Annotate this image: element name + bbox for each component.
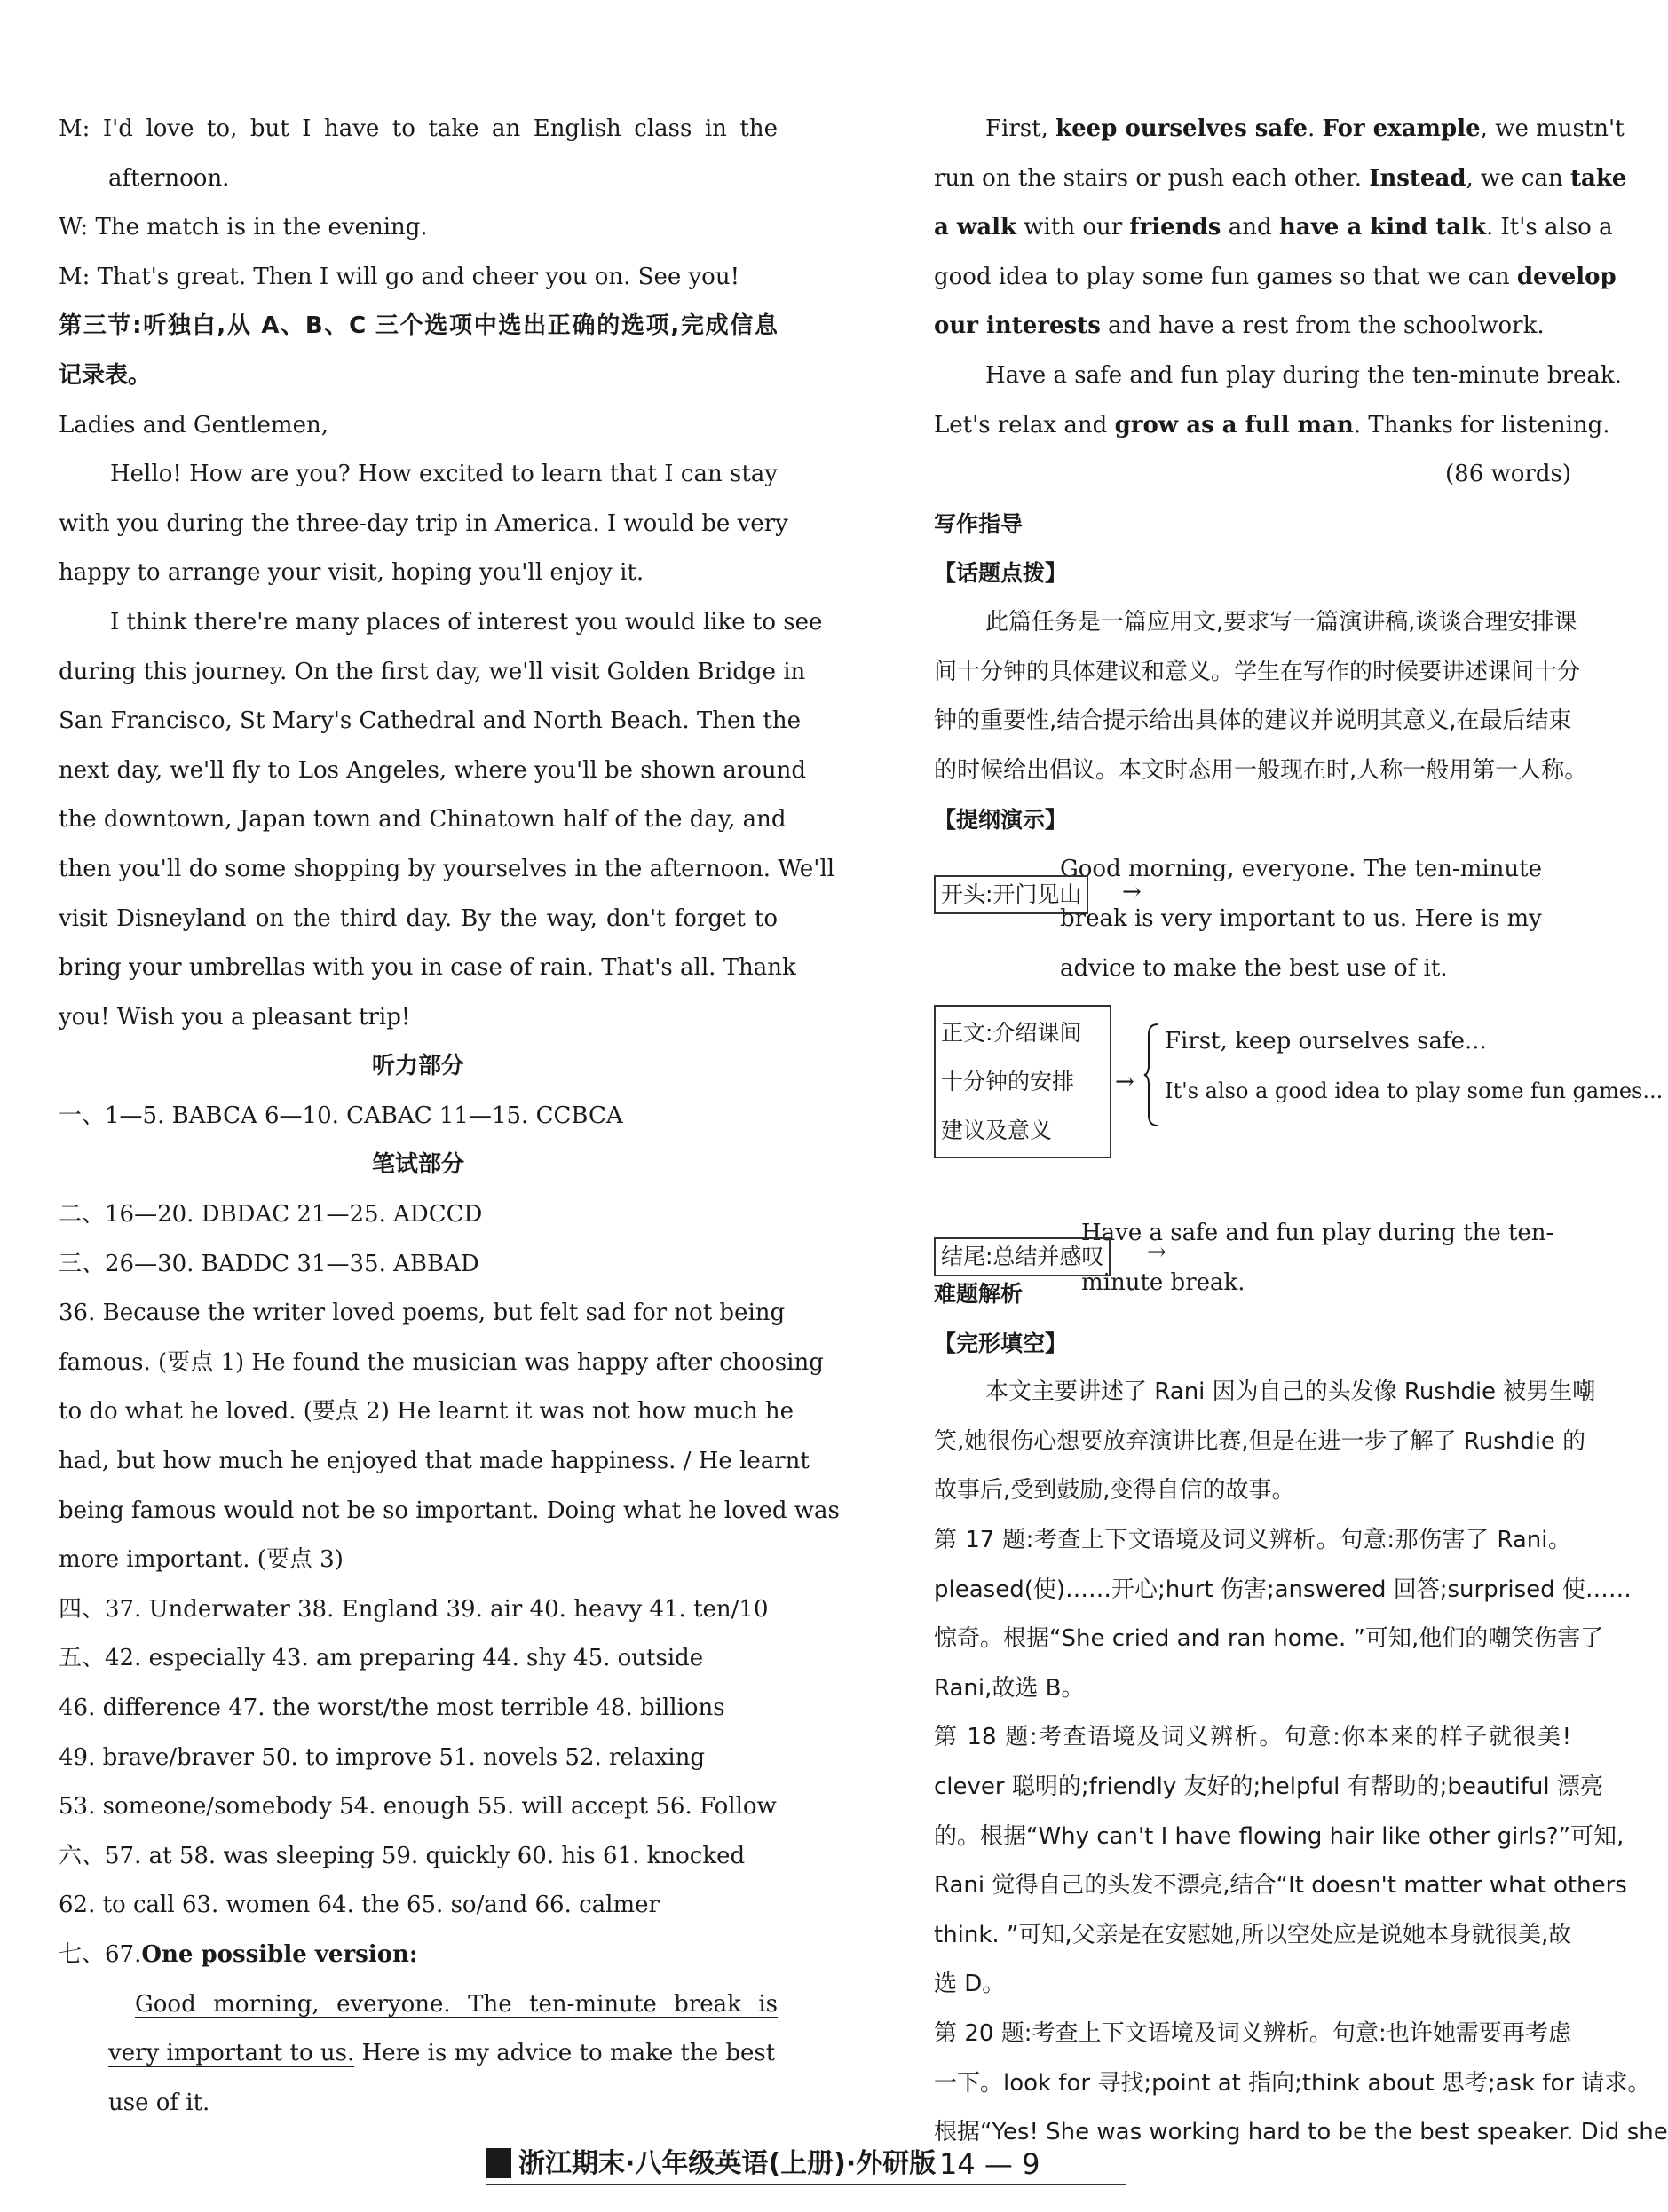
key-phrase: Instead	[1369, 164, 1466, 192]
text-line: W: The match is in the evening.	[59, 214, 428, 241]
brace-icon	[1143, 1023, 1161, 1127]
outline-heading: 【提纲演示】	[934, 807, 1068, 833]
key-phrase: a walk	[934, 214, 1017, 241]
answer-line: 三、26—30. BADDC 31—35. ABBAD	[59, 1250, 479, 1277]
outline-box-line: 十分钟的安排	[941, 1069, 1075, 1094]
outline-text: advice to make the best use of it.	[1060, 955, 1448, 982]
answer-line: 四、37. Underwater 38. England 39. air 40. heavy 41. ten/10	[59, 1595, 769, 1623]
outline-box-ending: 结尾:总结并感叹	[934, 1237, 1111, 1276]
text-line: 故事后,受到鼓励,变得自信的故事。	[934, 1477, 1295, 1505]
text-line: use of it.	[108, 2089, 210, 2116]
text-line: clever 聪明的;friendly 友好的;helpful 有帮助的;beautiful 漂亮	[934, 1773, 1603, 1800]
text-line: Rani,故选 B。	[934, 1674, 1085, 1702]
word-count: (86 words)	[1445, 461, 1571, 488]
text-line	[59, 2029, 778, 2079]
text-span: .	[1308, 115, 1323, 142]
outline-box-line: 正文:介绍课间	[941, 1020, 1082, 1046]
text-line	[934, 105, 1625, 154]
text-span: Here is my advice to make the best	[354, 2040, 776, 2067]
text-line: 第 17 题:考查上下文语境及词义辨析。句意:那伤害了 Rani。	[934, 1526, 1571, 1553]
text-span: and have a rest from the schoolwork.	[1100, 312, 1545, 340]
text-span: run on the stairs or push each other.	[934, 164, 1370, 192]
section-heading: 记录表。	[59, 361, 152, 389]
text-line: during this journey. On the first day, we'll visit Golden Bridge in	[59, 658, 806, 685]
answer-line: 二、16—20. DBDAC 21—25. ADCCD	[59, 1201, 483, 1228]
writing-guide-heading: 写作指导	[934, 510, 1024, 537]
answer-line: 46. difference 47. the worst/the most terrible 48. billions	[59, 1695, 725, 1721]
text-line: 笑,她很伤心想要放弃演讲比赛,但是在进一步了解了 Rushdie 的	[934, 1427, 1586, 1455]
key-phrase: keep ourselves safe	[1055, 115, 1308, 142]
text-line: happy to arrange your visit, hoping you'll enjoy it.	[59, 559, 644, 587]
key-phrase: friends	[1129, 214, 1221, 241]
outline-box-line: 建议及意义	[941, 1118, 1053, 1143]
key-phrase: For example	[1322, 115, 1481, 142]
key-phrase: develop	[1516, 263, 1617, 290]
text-line: pleased(使)……开心;hurt 伤害;answered 回答;surprised 使……	[934, 1576, 1632, 1603]
underlined-phrase: very important to us.	[108, 2040, 355, 2067]
text-line: Have a safe and fun play during the ten-minute break.	[985, 361, 1622, 389]
text-line: with you during the three-day trip in America. I would be very	[59, 510, 788, 537]
text-line	[934, 154, 1627, 204]
text-line: afternoon.	[108, 164, 230, 192]
text-line: Hello! How are you? How excited to learn that I can stay	[110, 461, 778, 488]
text-line: the downtown, Japan town and Chinatown half of the day, and	[59, 806, 787, 833]
key-phrase: take	[1570, 164, 1627, 192]
text-line: San Francisco, St Mary's Cathedral and North Beach. Then the	[59, 707, 801, 735]
text-span: Let's relax and	[934, 411, 1115, 438]
text-line: to do what he loved. (要点 2) He learnt it was not how much he	[59, 1398, 794, 1426]
text-line	[934, 401, 1610, 451]
text-line: 选 D。	[934, 1971, 1006, 1998]
text-span: good idea to play some fun games so that we can	[934, 263, 1517, 290]
outline-box-opening: 开头:开门见山	[934, 875, 1088, 914]
page-footer	[0, 2146, 1640, 2191]
text-line: 根据“Yes! She was working hard to be the best speaker. Did she	[934, 2119, 1668, 2146]
text-span: , we mustn't	[1480, 115, 1625, 142]
text-line	[934, 253, 1617, 303]
cloze-heading: 【完形填空】	[934, 1330, 1068, 1356]
analysis-section	[934, 1269, 1668, 2158]
text-line: Ladies and Gentlemen,	[59, 411, 328, 438]
text-line: M: That's great. Then I will go and cheer you on. See you!	[59, 263, 740, 290]
text-line: 此篇任务是一篇应用文,要求写一篇演讲稿,谈谈合理安排课	[985, 608, 1577, 636]
arrow-icon: →	[1115, 1069, 1134, 1095]
answer-line: 六、57. at 58. was sleeping 59. quickly 60. his 61. knocked	[59, 1842, 746, 1869]
item-number: 七、67.	[59, 1940, 142, 1968]
outline-text: Have a safe and fun play during the ten-	[1081, 1220, 1554, 1246]
text-line: M: I'd love to, but I have to take an English class in the	[59, 115, 778, 142]
text-line: 间十分钟的具体建议和意义。学生在写作的时候要讲述课间十分	[934, 658, 1581, 685]
text-line: 一下。look for 寻找;point at 指向;think about 思考;ask for 请求。	[934, 2069, 1651, 2097]
text-line: being famous would not be so important. Doing what he loved was	[59, 1497, 840, 1524]
text-line: 钟的重要性,结合提示给出具体的建议并说明其意义,在最后结束	[934, 707, 1572, 735]
text-span: with our	[1016, 214, 1130, 241]
text-line: 36. Because the writer loved poems, but felt sad for not being	[59, 1300, 786, 1327]
answer-line	[59, 1931, 778, 1980]
section-heading: 第三节:听独白,从 A、B、C 三个选项中选出正确的选项,完成信息	[59, 312, 778, 340]
text-line: famous. (要点 1) He found the musician was happy after choosing	[59, 1348, 824, 1376]
topic-heading: 【话题点拨】	[934, 560, 1068, 587]
key-phrase: grow as a full man	[1114, 411, 1354, 438]
text-line: think. ”可知,父亲是在安慰她,所以空处应是说她本身就很美,故	[934, 1921, 1572, 1948]
text-line: 惊奇。根据“She cried and ran home. ”可知,他们的嘲笑伤害了	[934, 1625, 1604, 1653]
answer-line: 49. brave/braver 50. to improve 51. novels 52. relaxing	[59, 1743, 705, 1771]
analysis-heading: 难题解析	[934, 1281, 1024, 1307]
text-line: 的。根据“Why can't I have flowing hair like other girls?”可知,	[934, 1822, 1625, 1850]
text-span: , we can	[1466, 164, 1571, 192]
text-line: I think there're many places of interest you would like to see	[110, 608, 823, 636]
essay-continuation	[934, 105, 1627, 845]
text-line: 第 18 题:考查语境及词义辨析。句意:你本来的样子就很美!	[934, 1724, 1571, 1751]
key-phrase: have a kind talk	[1278, 214, 1486, 241]
section-title-listening: 听力部分	[371, 1053, 464, 1080]
outline-text: First, keep ourselves safe...	[1165, 1028, 1487, 1055]
text-line: you! Wish you a pleasant trip!	[59, 1003, 411, 1031]
outline-text: It's also a good idea to play some fun games...	[1165, 1078, 1664, 1103]
outline-text: Good morning, everyone. The ten-minute	[1060, 856, 1542, 882]
arrow-icon: →	[1122, 879, 1142, 905]
outline-box-body	[934, 1005, 1111, 1158]
answer-line: 五、42. especially 43. am preparing 44. shy 45. outside	[59, 1645, 704, 1672]
key-phrase: our interests	[934, 312, 1101, 340]
outline-text: minute break.	[1081, 1269, 1245, 1296]
answer-line: 一、1—5. BABCA 6—10. CABAC 11—15. CCBCA	[59, 1102, 623, 1129]
text-line: 第 20 题:考查上下文语境及词义辨析。句意:也许她需要再考虑	[934, 2019, 1571, 2047]
text-line: had, but how much he enjoyed that made happiness. / He learnt	[59, 1448, 810, 1475]
text-line: 本文主要讲述了 Rani 因为自己的头发像 Rushdie 被男生嘲	[985, 1379, 1596, 1406]
text-span: and	[1221, 214, 1279, 241]
text-span: . It's also a	[1486, 214, 1613, 241]
page-number: 14 — 9	[939, 2147, 1040, 2181]
text-line: Rani 觉得自己的头发不漂亮,结合“It doesn't matter what others	[934, 1872, 1627, 1900]
footer-mark-icon	[486, 2148, 511, 2178]
footer-rule	[486, 2184, 1126, 2185]
book-title: 浙江期末·八年级英语(上册)·外研版	[518, 2148, 937, 2179]
text-line: bring your umbrellas with you in case of rain. That's all. Thank	[59, 954, 796, 982]
text-line: 的时候给出倡议。本文时态用一般现在时,人称一般用第一人称。	[934, 756, 1588, 784]
section-title-written: 笔试部分	[371, 1151, 464, 1179]
answer-line: 62. to call 63. women 64. the 65. so/and 66. calmer	[59, 1892, 660, 1919]
text-line: Good morning, everyone. The ten-minute break is	[135, 1990, 778, 2018]
text-line: next day, we'll fly to Los Angeles, where you'll be shown around	[59, 756, 807, 784]
text-line: visit Disneyland on the third day. By the way, don't forget to	[59, 905, 778, 932]
text-line	[934, 203, 1613, 253]
outline-text: break is very important to us. Here is my	[1060, 905, 1542, 932]
version-label: One possible version:	[141, 1940, 418, 1968]
text-span: First,	[985, 115, 1056, 142]
arrow-icon: →	[1147, 1239, 1166, 1266]
answer-line: 53. someone/somebody 54. enough 55. will accept 56. Follow	[59, 1793, 777, 1821]
text-line: more important. (要点 3)	[59, 1546, 344, 1574]
text-line: then you'll do some shopping by yourselves in the afternoon. We'll	[59, 855, 835, 882]
left-column	[59, 105, 840, 2128]
text-span: . Thanks for listening.	[1353, 411, 1610, 438]
text-line	[934, 302, 1571, 352]
